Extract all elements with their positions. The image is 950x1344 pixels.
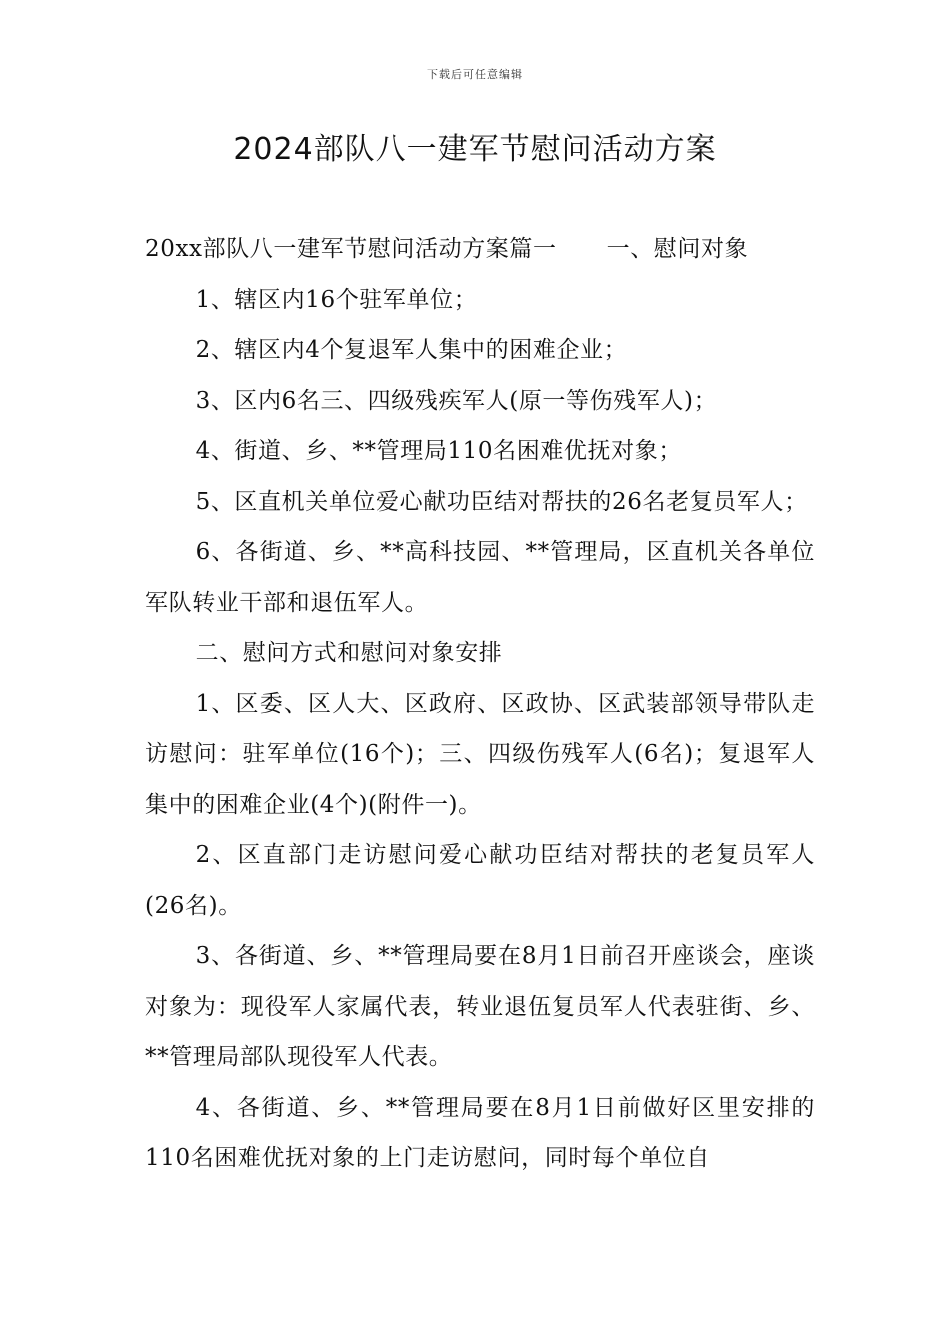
section-heading: 一、慰问对象 (606, 236, 749, 262)
paragraph: 2、辖区内4个复退军人集中的困难企业； (195, 337, 628, 363)
paragraph: 4、各街道、乡、**管理局要在8月1日前做好区里安排的110名困难优抚对象的上门走访慰问，同时每个单位自 (145, 1094, 815, 1171)
paragraph: 1、区委、区人大、区政府、区政协、区武装部领导带队走访慰问：驻军单位(16个)；三、四级伤残军人(6名)；复退军人集中的困难企业(4个)(附件一)。 (145, 690, 815, 818)
intro-lead: 20xx部队八一建军节慰问活动方案篇一 (145, 236, 557, 262)
paragraph: 5、区直机关单位爱心献功臣结对帮扶的26名老复员军人； (195, 488, 808, 515)
document-body (145, 224, 815, 1184)
paragraph: 3、区内6名三、四级残疾军人(原一等伤残军人)； (195, 387, 718, 414)
section-heading: 二、慰问方式和慰问对象安排 (195, 640, 503, 666)
header-note: 下载后可任意编辑 (427, 68, 523, 81)
page-title: 2024部队八一建军节慰问活动方案 (233, 132, 717, 167)
paragraph: 4、街道、乡、**管理局110名困难优抚对象； (195, 438, 682, 464)
paragraph: 3、各街道、乡、**管理局要在8月1日前召开座谈会，座谈对象为：现役军人家属代表，转业退伍复员军人代表驻街、乡、**管理局部队现役军人代表。 (145, 943, 815, 1070)
paragraph: 2、区直部门走访慰问爱心献功臣结对帮扶的老复员军人(26名)。 (145, 842, 815, 919)
paragraph: 6、各街道、乡、**高科技园、**管理局，区直机关各单位军队转业干部和退伍军人。 (145, 539, 815, 616)
intro-line (145, 224, 815, 275)
paragraph: 1、辖区内16个驻军单位； (195, 286, 478, 313)
